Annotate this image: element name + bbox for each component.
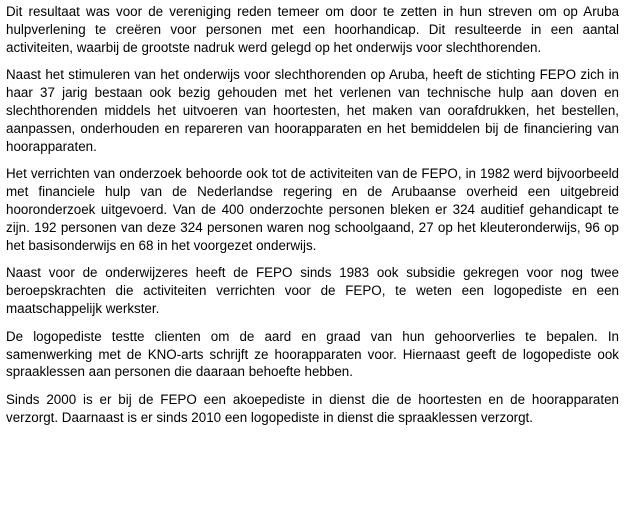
paragraph-technical-help: Naast het stimuleren van het onderwijs voor slechthorenden op Aruba, heeft de stichting FEPO zich in haar 37 jarig bestaan ook bezig gehouden met het verlenen van technische hulp aan doven en slechthorenden middels het uitvoeren van hoortesten, het maken van oorafdrukken, het bestellen, aanpassen, onderhouden en repareren van hoorapparaten en het bemiddelen bij de financiering van hoorapparaten. [6,67,619,154]
paragraph-research: Het verrichten van onderzoek behoorde ook tot de activiteiten van de FEPO, in 1982 werd bijvoorbeeld met financiele hulp van de Nederlandse regering en de Arubaanse overheid een uitgebreid hooronderzoek uitgevoerd. Van de 400 onderzochte personen bleken er 324 auditief gehandicapt te zijn. 192 personen van deze 324 personen waren nog schoolgaand, 27 op het kleuteronderwijs, 96 op het basisonderwijs en 68 in het voorgezet onderwijs. [6,166,619,253]
paragraph-result: Dit resultaat was voor de vereniging reden temeer om door te zetten in hun streven om op Aruba hulpverlening te creëren voor personen met een hoorhandicap. Dit resulteerde in een aantal activiteiten, waarbij de grootste nadruk werd gelegd op het onderwijs voor slechthorenden. [6,4,619,55]
paragraph-speech-therapist: De logopediste testte clienten om de aard en graad van hun gehoorverlies te bepalen. In samenwerking met de KNO-arts schrijft ze hoorapparaten voor. Hiernaast geeft de logopediste ook spraaklessen aan personen die daaraan behoefte hebben. [6,328,619,380]
paragraph-staff-subsidy: Naast voor de onderwijzeres heeft de FEPO sinds 1983 ook subsidie gekregen voor nog twee beroepskrachten die activiteiten verrichten voor de FEPO, te weten een logopediste en een maatschappelijk werkster. [6,265,619,316]
paragraph-since-2000: Sinds 2000 is er bij de FEPO een akoepediste in dienst die de hoortesten en de hoorapparaten verzorgt. Daarnaast is er sinds 2010 een logopediste in dienst die spraaklessen verzorgt. [6,392,619,425]
